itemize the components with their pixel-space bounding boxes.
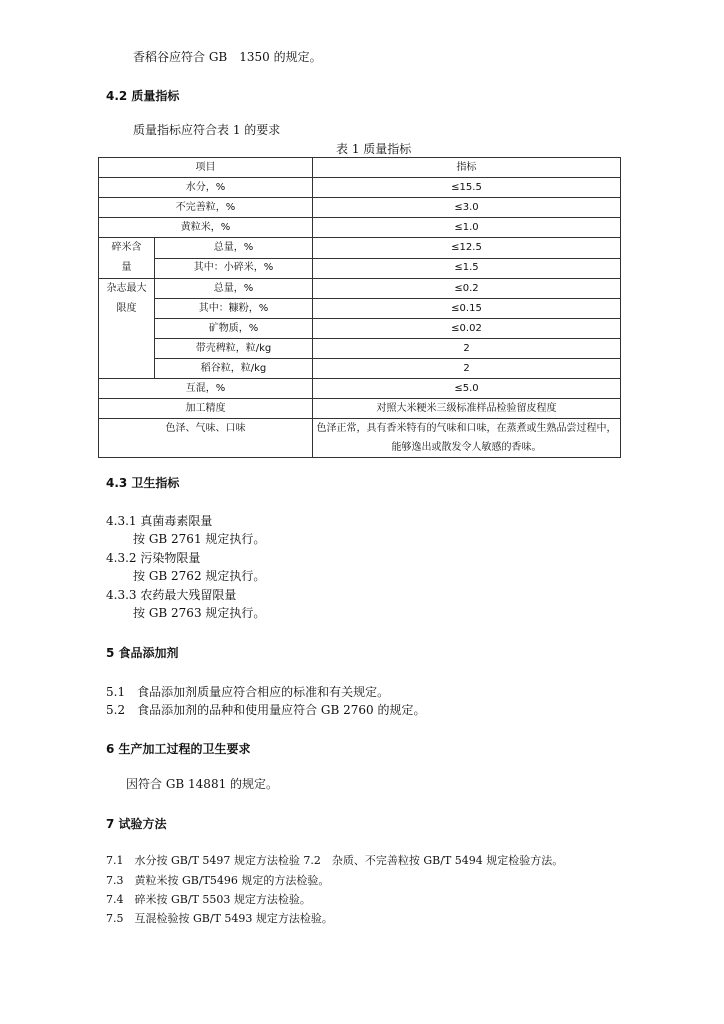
- section-7-1: 7.1 水分按 GB/T 5497 规定方法检验 7.2 杂质、不完善粒按 GB/T 5494 规定检验方法。: [106, 854, 564, 867]
- table-row: [99, 379, 621, 399]
- table-row: [99, 359, 621, 379]
- table-row: [99, 178, 621, 198]
- row-value: ≤12.5: [313, 238, 621, 259]
- row-value: ≤15.5: [313, 178, 621, 198]
- section-4-3-2-body: 按 GB 2762 规定执行。: [133, 569, 266, 583]
- section-5-heading: 5 食品添加剂: [106, 646, 179, 660]
- row-label: 稻谷粒，粒/kg: [155, 359, 313, 379]
- section-4-3-3-title: 4.3.3 农药最大残留限量: [106, 588, 237, 602]
- row-label: 其中：糠粉，%: [155, 299, 313, 319]
- section-7-5: 7.5 互混检验按 GB/T 5493 规定方法检验。: [106, 912, 333, 925]
- row-value: ≤0.2: [313, 279, 621, 299]
- row-label: 其中：小碎米，%: [155, 258, 313, 279]
- row-value: ≤1.5: [313, 258, 621, 279]
- row-label: 不完善粒，%: [99, 198, 313, 218]
- section-6-heading: 6 生产加工过程的卫生要求: [106, 742, 251, 756]
- row-value: 色泽正常，具有香米特有的气味和口味，在蒸煮或生熟品尝过程中，能够逸出或散发令人敏感的香味。: [313, 419, 621, 458]
- row-value: 2: [313, 359, 621, 379]
- table-row: [99, 339, 621, 359]
- section-7-4: 7.4 碎米按 GB/T 5503 规定方法检验。: [106, 893, 311, 906]
- table-row: [99, 198, 621, 218]
- section-5-2: 5.2 食品添加剂的品种和使用量应符合 GB 2760 的规定。: [106, 703, 426, 717]
- section-4-3-1-body: 按 GB 2761 规定执行。: [133, 532, 266, 546]
- section-7-heading: 7 试验方法: [106, 817, 167, 831]
- table-row: [99, 419, 621, 458]
- row-value: ≤3.0: [313, 198, 621, 218]
- section-7-3: 7.3 黄粒米按 GB/T5496 规定的方法检验。: [106, 874, 330, 887]
- quality-table: [98, 157, 621, 458]
- row-label: 互混，%: [99, 379, 313, 399]
- table-row: [99, 299, 621, 319]
- section-4-3-2-title: 4.3.2 污染物限量: [106, 551, 201, 565]
- section-4-2-heading: 4.2 质量指标: [106, 89, 180, 103]
- row-value: 2: [313, 339, 621, 359]
- row-label: 加工精度: [99, 399, 313, 419]
- row-value: ≤1.0: [313, 218, 621, 238]
- table-header-row: [99, 158, 621, 178]
- row-label: 总量，%: [155, 238, 313, 259]
- header-value: 指标: [313, 158, 621, 178]
- table-row: [99, 279, 621, 299]
- table-row: [99, 319, 621, 339]
- impurity-group-label: 杂志最大限度: [99, 279, 155, 379]
- row-value: ≤5.0: [313, 379, 621, 399]
- row-value: ≤0.15: [313, 299, 621, 319]
- row-value: ≤0.02: [313, 319, 621, 339]
- section-6-text: 因符合 GB 14881 的规定。: [126, 777, 279, 791]
- intro-line: 香稻谷应符合 GB 1350 的规定。: [133, 50, 322, 64]
- row-label: 矿物质，%: [155, 319, 313, 339]
- table-row: [99, 218, 621, 238]
- section-4-2-text: 质量指标应符合表 1 的要求: [133, 123, 281, 137]
- row-label: 总量，%: [155, 279, 313, 299]
- header-item: 项目: [99, 158, 313, 178]
- row-value: 对照大米粳米三级标准样品检验留皮程度: [313, 399, 621, 419]
- table-row: [99, 258, 621, 279]
- row-label: 色泽、气味、口味: [99, 419, 313, 458]
- table-row: [99, 238, 621, 259]
- broken-group-label: 碎米含量: [99, 238, 155, 279]
- section-4-3-3-body: 按 GB 2763 规定执行。: [133, 606, 266, 620]
- table-caption: 表 1 质量指标: [336, 142, 412, 156]
- table-row: [99, 399, 621, 419]
- section-4-3-heading: 4.3 卫生指标: [106, 476, 180, 490]
- section-5-1: 5.1 食品添加剂质量应符合相应的标准和有关规定。: [106, 685, 390, 699]
- row-label: 黄粒米，%: [99, 218, 313, 238]
- row-label: 带壳稗粒，粒/kg: [155, 339, 313, 359]
- section-4-3-1-title: 4.3.1 真菌毒素限量: [106, 514, 213, 528]
- row-label: 水分，%: [99, 178, 313, 198]
